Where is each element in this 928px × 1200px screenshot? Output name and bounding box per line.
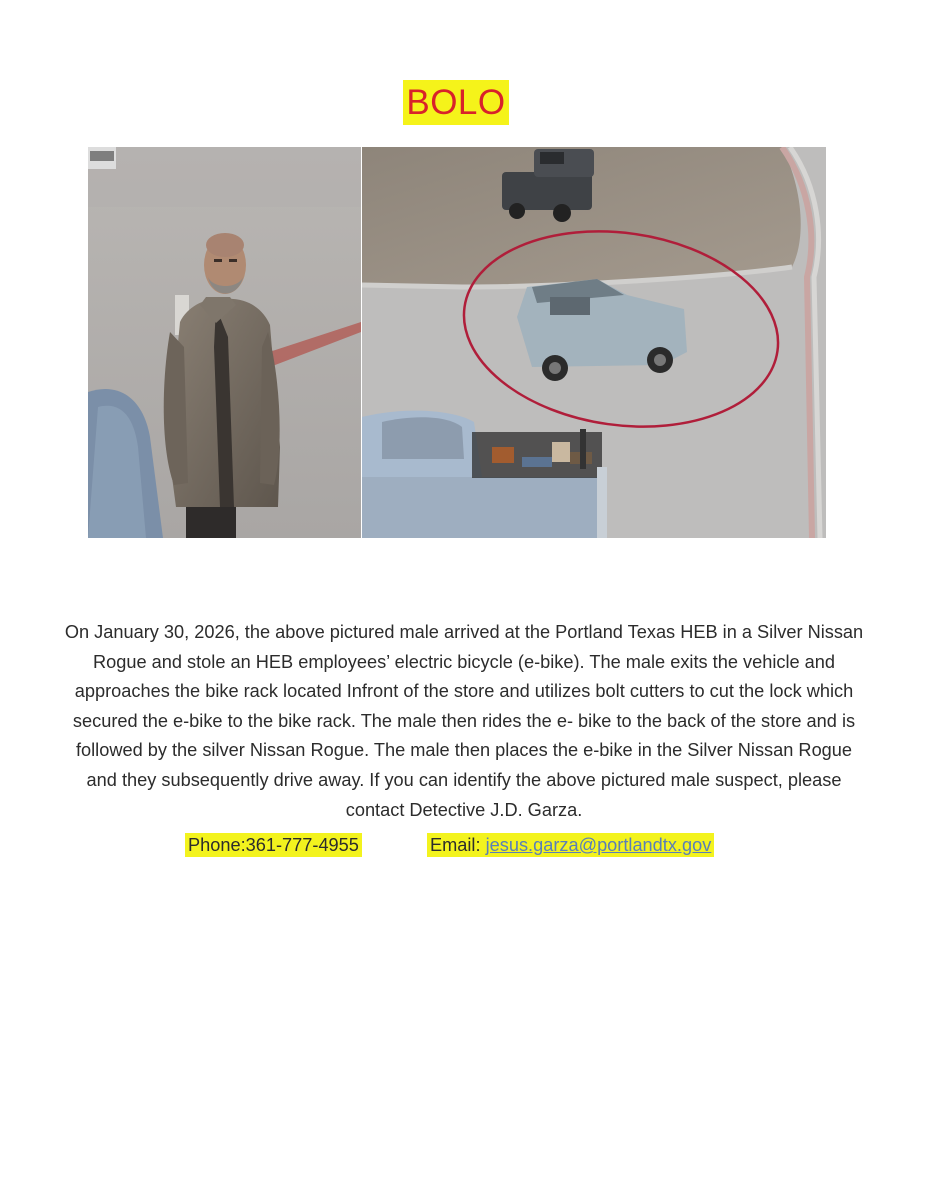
vehicle-photo-image bbox=[362, 147, 826, 538]
phone-contact: Phone:361-777-4955 bbox=[185, 833, 362, 857]
suspect-photo-image bbox=[88, 147, 361, 538]
suspect-photo bbox=[88, 147, 361, 538]
incident-description: On January 30, 2026, the above pictured male arrived at the Portland Texas HEB in a Silver Nissan Rogue and stole an HEB employees’ electric bicycle (e-bike). The male exits the vehicle and approaches the bike rack located Infront of the store and utilizes bolt cutters to cut the lock which secured the e-bike to the bike rack. The male then rides the e- bike to the back of the store and is followed by the silver Nissan Rogue. The male then places the e-bike in the Silver Nissan Rogue and they subsequently drive away. If you can identify the above pictured male suspect, please contact Detective J.D. Garza. bbox=[64, 622, 864, 820]
email-contact bbox=[427, 833, 714, 857]
email-label: Email: bbox=[430, 835, 486, 855]
page-title: BOLO bbox=[403, 80, 509, 125]
vehicle-photo bbox=[362, 147, 826, 538]
email-link[interactable]: jesus.garza@portlandtx.gov bbox=[485, 835, 712, 855]
